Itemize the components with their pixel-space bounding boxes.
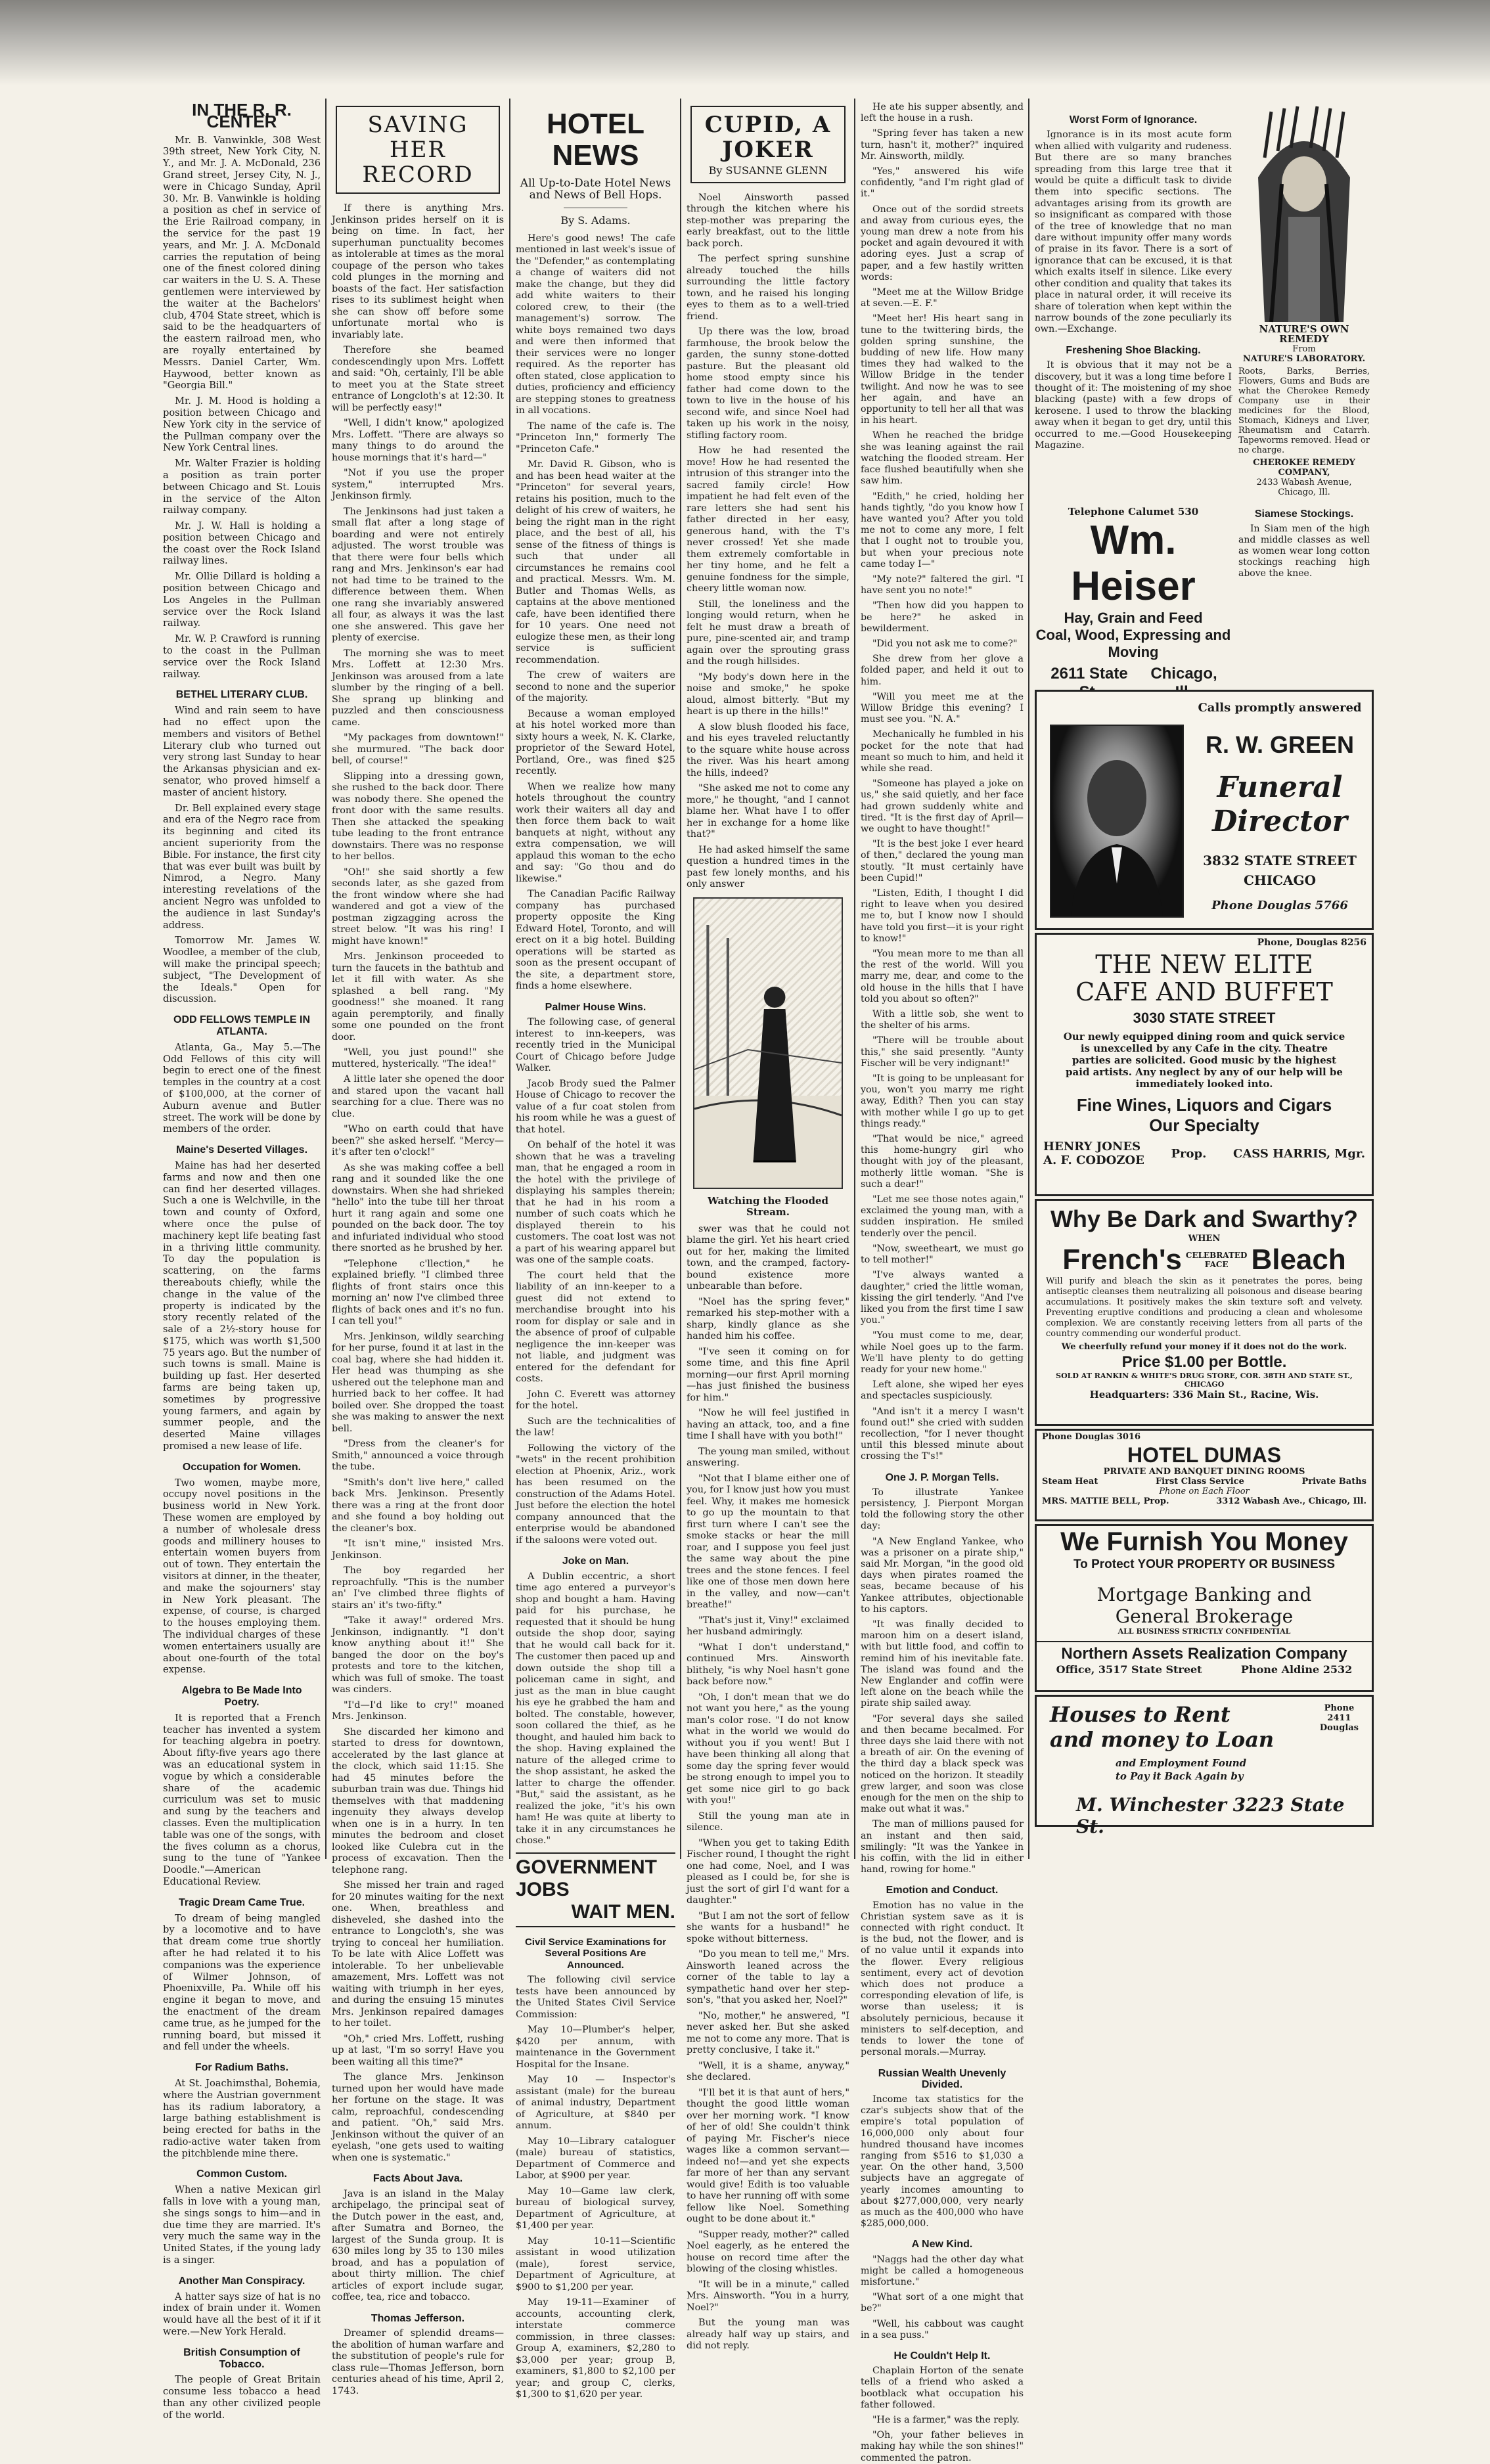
winchester-ad [1035,1695,1374,1837]
paragraph: Atlanta, Ga., May 5.—The Odd Fellows of this city will begin to erect one of the finest temples in the country at a cost of $100,000, at the corner of Auburn avenue and Butler street. The work will be done by members of the order. [163,1041,321,1135]
paragraph: Two women, maybe more, occupy novel positions in the business world in New York. These women are employed by a number of wholesale dress goods and millinery houses to entertain women buyers from out of town. They entertain the visitors at dinner, in the theater, and make the sojourners' stay in New York pleasant. The expense, of course, is charged to the houses employing them. The individual charges of these women entertainers usually are about one-fourth of the total expense. [163,1477,321,1676]
paragraph: Jacob Brody sued the Palmer House of Chicago to recover the value of a fur coat stolen from his room while he was a guest of that hotel. [516,1078,675,1135]
paragraph: May 19-11—Examiner of accounts, accounting clerk, interstate commerce commission, in three classes: Group A, examiners, $2,280 to $3,000 per year; group B, examiners, $1,800 to $2,100 per year; and group C, clerks, $1,300 to $1,620 per year. [516,2297,675,2400]
paragraph: "Well, I didn't know," apologized Mrs. Loffett. "There are always so many things to do around the house mornings that it's hard—" [332,418,504,463]
rw-green-ad [1035,690,1374,930]
elite-prop2: A. F. CODOZOE [1043,1154,1144,1167]
paragraph: With a little sob, she went to the shelter of his arms. [861,1009,1024,1031]
paragraph: "Not that I blame either one of you, for I know just how you must feel. Why, it makes me homesick to go up the mountain to that first turn where I can't see the smoke stacks or hear the mill roar, and I suppose you feel just the same way about the pine trees and the stone fences. I feel like one of those men down here in the valley, and now—can't breathe!" [687,1473,849,1610]
winchester-employment: and Employment Found [1116,1757,1247,1769]
bleach-description: Will purify and bleach the skin as it penetrates the pores, being antiseptic cleanses them neutralizing all poisonous and disease bearing accumulations. It positively makes the skin texture soft and velvety. Preventing eruptive conditions and producing a clean and wholesome complexion. We are constantly receiving letters from all parts of the country commending our wonderful product. [1046,1276,1363,1339]
paragraph: "Do you mean to tell me," Mrs. Ainsworth leaned across the corner of the table to lay a sympathetic hand over her step-son's, "that you asked her, Noel?" [687,1949,849,2005]
subheading-jp-morgan: One J. P. Morgan Tells. [885,1471,999,1483]
cherokee-company: CHEROKEE REMEDY COMPANY, [1253,458,1355,478]
paragraph: It is obvious that it may not be a discovery, but it was a long time before I thought of it: The moistening of my shoe blacking (paste) with a few drops of kerosene. I used to throw the blacking away when it began to get dry, until this occurred to me.—Good Housekeeping Magazine. [1035,360,1232,451]
paragraph: Still the young man ate in silence. [687,1810,849,1833]
bleach-sold-at: SOLD AT RANKIN & WHITE'S DRUG STORE, COR. 38TH AND STATE ST., CHICAGO [1056,1372,1353,1389]
paragraph: The boy regarded her reproachfully. "This is the number an' I've climbed three flights of stairs an' it's two-fifty." [332,1565,504,1611]
paragraph: In Siam men of the high and middle classes as well as women wear long cotton stockings reaching high above the knee. [1238,524,1370,579]
dumas-service: First Class Service [1155,1477,1244,1487]
cherokee-from: From [1292,344,1316,354]
heiser-ad [1035,506,1232,683]
illustration-caption: Watching the Flooded Stream. [707,1194,829,1218]
paragraph: To dream of being mangled by a locomotive and to have that dream come true shortly after he had related it to his companions was the experience of Wilmer Johnson, of Phoenixville, Pa. While off his engine it began to move, and the enactment of the dream came true, as he jumped for the running board, but missed it and fell under the wheels. [163,1912,321,2053]
paragraph: "That's just it, Viny!" exclaimed her husband admiringly. [687,1615,849,1637]
paragraph: Once out of the sordid streets and away from curious eyes, the young man drew a note from his pocket and again devoured it with adoring eyes. Just a scrap of paper, and a few hastily written words: [861,204,1024,282]
paragraph: "I've seen it coming on for some time, and this fine April morning—our first April morning—has just finished the business for him." [687,1346,849,1403]
paragraph: At St. Joachimsthal, Bohemia, where the Austrian government has its radium laboratory, a large bathing establishment is being erected for baths in the radio-active water taken from the pitchblende mine there. [163,2077,321,2159]
headline-hotel-news: HOTEL NEWS [546,108,645,171]
winchester-phone-exchange: Douglas [1319,1723,1359,1733]
nara-brokerage: General Brokerage [1115,1605,1294,1627]
byline: By SUSANNE GLENN [708,164,828,177]
paragraph: Mr. Walter Frazier is holding a position as train porter between Chicago and St. Louis in the service of the Alton railway company. [163,458,321,516]
paragraph: The morning she was to meet Mrs. Loffett at 12:30 Mrs. Jenkinson was aroused from a late slumber by the ringing of a bell. She sprang up blinking and puzzled and then consciousness came. [332,648,504,728]
dumas-name: HOTEL DUMAS [1127,1443,1282,1467]
winchester-pay-back: to Pay it Back Again by [1116,1770,1244,1782]
bleach-headline: Why Be Dark and Swarthy? [1050,1205,1359,1232]
column-rr-center [163,100,321,2421]
column-cupid-continued [861,102,1024,2463]
paragraph: To illustrate Yankee persistency, J. Pierpont Morgan told the following story the other day: [861,1487,1024,1532]
bleach-celebrated: CELEBRATED [1185,1251,1248,1260]
government-jobs-subtitle: Civil Service Examinations for Several Positions Are Announced. [524,1936,667,1971]
paragraph: "Did you not ask me to come?" [872,638,1018,649]
dumas-phone: Phone Douglas 3016 [1042,1432,1141,1442]
paragraph: Tomorrow Mr. James W. Woodlee, a member of the club, will make the principal speech; subject, "The Development of the Ideals." Open for discussion. [163,935,321,1005]
cherokee-address: 2433 Wabash Avenue, [1256,478,1352,487]
elite-title: THE NEW ELITE [1095,950,1313,979]
paragraph: The crew of waiters are second to none and the superior of the majority. [516,670,675,704]
paragraph: "He is a farmer," was the reply. [872,2414,1020,2425]
paragraph: Still, the loneliness and the longing would return, when he felt he must draw a breath of pure, pine-scented air, and tramp again over the sprouting grass and the rough hillsides. [687,598,849,667]
paragraph: "Telephone c'llection," he explained briefly. "I climbed three flights of front stairs once this morning an' now I've climbed three flights of back ones and it's no fun. I can tell you!" [332,1258,504,1326]
paragraph: Dreamer of splendid dreams—the abolition of human warfare and the substitution of people's rule for class rule—Thomas Jefferson, born centuries ahead of his time, April 2, 1743. [332,2328,504,2396]
heiser-line1: Hay, Grain and Feed [1064,610,1203,626]
winchester-name: M. Winchester 3223 State St. [1076,1794,1345,1837]
headline-government-jobs: GOVERNMENT JOBS [516,1856,658,1900]
nara-company: Northern Assets Realization Company [1037,1641,1372,1663]
paragraph: "Not if you use the proper system," interrupted Mrs. Jenkinson firmly. [332,468,504,501]
paragraph: "You must come to me, dear, while Noel goes up to the farm. We'll have plenty to do getting ready for your new home." [861,1330,1024,1375]
cherokee-title: NATURE'S OWN REMEDY [1259,323,1349,345]
paragraph: "I'll bet it is that aunt of hers," thought the good little woman over her morning work. "I know of her of old! She couldn't think of paying Mr. Fischer's niece wages like a common servant—indeed no!—and yet she expects far more of her than any servant would give! Edith is too valuable to have her running off with some fellow like Noel. Something ought to be done about it." [687,2087,849,2224]
dumas-owner: MRS. MATTIE BELL, Prop. [1042,1496,1169,1506]
paragraph: "Then how did you happen to be here?" he asked in bewilderment. [861,600,1024,634]
subheading-thomas-jefferson: Thomas Jefferson. [371,2312,465,2324]
column-saving-her-record [332,102,504,2396]
paragraph: "It is going to be unpleasant for you, won't you marry me right away, Edith? Then you can stay with mother while I go up to get things ready." [861,1073,1024,1129]
paragraph: "A New England Yankee, who was a prisoner on a pirate ship," said Mr. Morgan, "in the good old days when pirates roamed the seas, became because of his Yankee attributes, objectionable to his captors. [861,1536,1024,1615]
paragraph: "Now, sweetheart, we must go to tell mother!" [861,1243,1024,1266]
subheading-algebra-poetry: Algebra to Be Made Into Poetry. [181,1685,302,1708]
dumas-address: 3312 Wabash Ave., Chicago, Ill. [1216,1496,1366,1506]
subheading-tragic-dream: Tragic Dream Came True. [178,1896,305,1908]
paragraph: "I've always wanted a daughter," cried the little woman, kissing the girl tenderly. "And I've liked you from the first time I saw you." [861,1270,1024,1326]
paragraph: John C. Everett was attorney for the hotel. [516,1389,675,1411]
paragraph: Dr. Bell explained every stage and era of the Negro race from its beginning and cited its ancient superiority from the Bible. For instance, the first city that was ever built was built by Nimrod, a Negro. Many interesting revelations of the ancient Negro was unfolded to the audience in last Sunday's address. [163,802,321,931]
green-city: CHICAGO [1243,872,1317,888]
nara-address: Office, 3517 State Street [1056,1663,1202,1676]
subheading-maine-villages: Maine's Deserted Villages. [175,1144,308,1156]
man-portrait-icon [1051,726,1183,916]
paragraph: It is reported that a French teacher has invented a system for teaching algebra in poetry. About fifty-five years ago there was an educational system in vogue by which a considerable share of the academic curriculum was set to music and sung by the teachers and classes. Even the multiplication table was one of the songs, with the fives column as a chorus, sung to the tune of "Yankee Doodle."—American Educational Review. [163,1712,321,1887]
woman-illustration [694,899,842,1188]
paragraph: The Canadian Pacific Railway company has purchased property opposite the King Edward Hotel, Toronto, and will erect on it a big hotel. Building operations will be started as soon as the present occupant of the site, a department store, finds a home elsewhere. [516,889,675,991]
paragraph: He ate his supper absently, and left the house in a rush. [861,102,1024,124]
paragraph: Left alone, she wiped her eyes and spectacles suspiciously. [861,1379,1024,1402]
paragraph: She discarded her kimono and started to dress for downtown, accelerated by the last glance at the clock, which said 11:15. She had 45 minutes before the suburban train was due. Things hid themselves with that maddening ingenuity they always develop when one is in a hurry. In ten minutes the bedroom and closet looked like Culebra cut in the process of excavation. Then the telephone rang. [332,1726,504,1875]
paragraph: Slipping into a dressing gown, she rushed to the back door. There was nobody there. She opened the front door with the same results. Then she attacked the speaking tube leading to the front entrance downstairs. There was no response to her bellos. [332,771,504,862]
subheading-man-conspiracy: Another Man Conspiracy. [178,2275,305,2287]
green-name: R. W. GREEN [1205,731,1355,758]
paragraph: Following the victory of the "wets" in the recent prohibition election at Phoenix, Ariz., work has been resumed on the construction of the Adams Hotel. Just before the election the hotel company announced that the enterprise would be abandoned if the saloons were voted out. [516,1443,675,1546]
bleach-price: Price $1.00 per Bottle. [1121,1353,1287,1371]
paragraph: "Dress from the cleaner's for Smith," announced a voice through the tube. [332,1439,504,1472]
paragraph: "That would be nice," agreed this home-hungry girl who thought with joy of the pleasant, motherly little woman. "She is such a dear!" [861,1134,1024,1190]
headline-box [336,106,500,194]
paragraph: "Meet me at the Willow Bridge at seven.—E. F." [861,287,1024,309]
paragraph: "Oh, your father believes in making hay while the son shines!" commented the patron. [861,2430,1024,2463]
subheading-emotion-conduct: Emotion and Conduct. [886,1885,999,1896]
subheading-new-kind: A New Kind. [911,2239,973,2251]
paragraph: How he had resented the move! How he had resented the intrusion of this stranger into the sacred family circle! How impatient he had felt even of the rare letters she had sent his father directed in her easy, generous hand, with the T's never crossed! Yet she made them extremely comfortable in her tiny home, and he felt a genuine fondness for the simple, cheery little woman now. [687,445,849,594]
paragraph: "My note?" faltered the girl. "I have sent you no note!" [861,573,1024,596]
bleach-face: FACE [1204,1260,1229,1269]
green-director: Director [1212,805,1347,838]
elite-specialty: Our Specialty [1149,1115,1259,1135]
paragraph: Here's good news! The cafe mentioned in last week's issue of the "Defender," as contemplating a change of waiters did not make the change, but they did add white waiters to their colored crew, to their (the management's) sorrow. The white boys remained two days and were then informed that their services were no longer required. As the reporter has often stated, close application to duties, proficiency and efficiency are stepping stones to greatness in all vocations. [516,233,675,416]
heiser-phone: Telephone Calumet 530 [1068,506,1199,518]
paragraph: But the young man was already half way up stairs, and did not reply. [687,2318,849,2351]
headline-cupid-a-joker: CUPID, A JOKER [704,112,832,163]
paragraph: The glance Mrs. Jenkinson turned upon her would have made her fortune on the stage. It was calm, reproachful, condescending and patient. "Oh," said Mrs. Jenkinson without the quiver of an eyelash, "one gets used to waiting when one is systematic." [332,2072,504,2163]
paragraph: She drew from her glove a folded paper, and held it out to him. [861,654,1024,687]
column-siamese-stockings [1238,499,1370,598]
paragraph: "When you get to taking Edith Fischer round, I thought the right one had come, Noel, and I was pleased as I could be, for she is just the sort of girl I'd want for a daughter." [687,1837,849,1906]
paragraph: Up there was the low, broad farmhouse, the brook below the garden, the sunny stone-dotted pasture. But the pleasant old home stood empty since his father had come down to the town to live in the house of his second wife, and since Noel had taken up his work in the noisy, stifling factory room. [687,326,849,441]
nara-mortgage: Mortgage Banking and [1096,1584,1312,1605]
paragraph: "Oh," cried Mrs. Loffett, rushing up at last, "I'm so sorry! Have you been waiting all this time?" [332,2033,504,2067]
paragraph: "Noel has the spring fever," remarked his step-mother with a sharp, kindly glance as she handed him his coffee. [687,1296,849,1341]
elite-wines: Fine Wines, Liquors and Cigars [1076,1095,1332,1115]
paragraph: The name of the cafe is. The "Princeton Inn," formerly The "Princeton Cafe." [516,420,675,455]
new-elite-ad [1035,933,1374,1196]
paragraph: "Spring fever has taken a new turn, hasn't it, mother?" inquired Mr. Ainsworth, mildly. [861,128,1024,162]
paragraph: "What sort of a one might that be?" [861,2292,1024,2314]
heiser-line2: Coal, Wood, Expressing and Moving [1035,627,1231,660]
column-rule [854,99,855,1859]
subheading-bethel-literary-club: BETHEL LITERARY CLUB. [175,689,308,701]
column-rule [680,99,681,1859]
paragraph: "But I am not the sort of fellow she wants for a husband!" he spoke without bitterness. [687,1910,849,1944]
paragraph: The Jenkinsons had just taken a small flat after a long stage of boarding and were not entirely adjusted. The worst trouble was that there were four bells which rang and Mrs. Jenkinson's ear had not had time to be trained to the difference between them. When one rang she invariably answered all four, as always it was the last one she answered. This gave her plenty of exercise. [332,506,504,643]
dumas-phone-floor: Phone on Each Floor [1159,1487,1250,1496]
paragraph: "Oh!" she said shortly a few seconds later, as she gazed from the front window where she had wandered and got a view of the postman zigzagging across the street below. "It was his ring! I might have known!" [332,866,504,947]
green-calls: Calls promptly answered [1198,701,1362,715]
paragraph: A slow blush flooded his face, and his eyes traveled reluctantly to the square white house across the river. Was his heart among the hills, indeed? [687,721,849,778]
paragraph: When he reached the bridge she was leaning against the rail watching the flooded stream. Her face flushed beautifully when she saw him. [861,430,1024,487]
paragraph: "Supper ready, mother?" called Noel eagerly, as he entered the house on record time after the blowing of the closing whistles. [687,2229,849,2274]
cherokee-remedy-ad [1238,105,1370,497]
paragraph: The people of Great Britain consume less tobacco a head than any other civilized people of the world. [163,2374,321,2421]
elite-description: Our newly equipped dining room and quick service is unexcelled by any Cafe in the city. Theatre parties are solicited. Good music by the highest paid artists. Any neglect by any of our help will be immediately looked into. [1063,1031,1345,1090]
paragraph: Such are the technicalities of the law! [516,1416,675,1438]
elite-phone: Phone, Douglas 8256 [1257,937,1366,948]
paragraph: "It isn't mine," insisted Mrs. Jenkinson. [332,1538,504,1561]
paragraph: "Take it away!" ordered Mrs. Jenkinson, indignantly. "I don't know anything about it!" She banged the door on the boy's protests and tore to the kitchen, which was full of smoke. The toast was cinders. [332,1615,504,1695]
green-funeral: Funeral [1217,771,1343,804]
paragraph: "Naggs had the other day what might be called a homogeneous misfortune." [861,2254,1024,2287]
paragraph: "Smith's don't live here," called back Mrs. Jenkinson. Presently there was a ring at the front door and she found a boy holding out the cleaner's box. [332,1477,504,1534]
subheading-worst-ignorance: Worst Form of Ignorance. [1069,114,1198,125]
paragraph: Mr. J. W. Hall is holding a position between Chicago and the coast over the Rock Island railway lines. [163,520,321,567]
nara-confidential: ALL BUSINESS STRICTLY CONFIDENTIAL [1118,1627,1291,1636]
paragraph: "And isn't it a mercy I wasn't found out!" she cried with sudden recollection, "for I never thought until this blessed minute about crossing the T's!" [861,1406,1024,1462]
nara-subheadline: To Protect YOUR PROPERTY OR BUSINESS [1073,1557,1336,1571]
paragraph: "Let me see those notes again," exclaimed the young man, with a sudden inspiration. He smiled tenderly over the pencil. [861,1194,1024,1239]
headline-saving-her-record: SAVING HER RECORD [362,112,474,188]
bleach-word: Bleach [1251,1243,1346,1276]
paragraph: May 10—Library cataloguer (male) bureau of statistics, Department of Commerce and Labor, at $900 per year. [516,2136,675,2181]
paragraph: Mr. David R. Gibson, who is and has been head waiter at the "Princeton" for several years, retains his position, much to the delight of his crew of waiters, he being the right man in the right place, and the best of all, his sense of the fitness of things is such that under all circumstances he remains cool and practical. Messrs. Wm. M. Butler and Thomas Wells, as captains at the above mentioned cafe, have been identified there for 10 years. One need not eulogize these men, as their long service is sufficient recommendation. [516,459,675,665]
paragraph: "Meet her! His heart sang in tune to the twittering birds, the golden spring sunshine, the budding of new life. How many times they had walked to the Willow Bridge in the tender twilight. And now he was to see her again, and have an opportunity to tell her all that was in his heart. [861,313,1024,426]
paragraph: "For several days she sailed and then became becalmed. For three days she laid there with not a breath of air. On the evening of the third day a black speck was noticed on the horizon. It steadily grew larger, and soon was close enough for the men on the ship to make out what it was." [861,1713,1024,1815]
paragraph: "There will be trouble about this," she said presently. "Aunty Fischer will be very indignant!" [861,1035,1024,1069]
subheading-occupation-women: Occupation for Women. [182,1461,302,1473]
column-worst-ignorance [1035,105,1232,499]
government-jobs-headline-box [516,1852,675,1927]
headline-rr-center: IN THE R. R. CENTER [192,100,292,131]
paragraph: "Listen, Edith, I thought I did right to leave when you desired me to, but I know now I should have told you first—it is your right to know!" [861,888,1024,944]
elite-prop-label: Prop. [1171,1146,1207,1161]
paragraph: "My packages from downtown!" she murmured. "The back door bell, of course!" [332,732,504,766]
paragraph: Emotion has no value in the Christian system save as it is connected with right conduct. It is the bud, not the flower, and is of no value until it expands into the flower. Every religious sentiment, every act of devotion which does not produce a corresponding elevation of life, is worse than useless; it is absolutely pernicious, because it ministers to self-deception, and tends to lower the tone of personal morals.—Murray. [861,1900,1024,2058]
portrait-photo [1050,725,1184,918]
paragraph: If there is anything Mrs. Jenkinson prides herself on it is being on time. In fact, her superhuman punctuality becomes as intolerable at times as the moral coupage of the person who takes cold plunges in the morning and boasts of the fact. Her satisfaction rises to its sublimest height when she can show off before some unfortunate mortal who is invariably late. [332,203,504,340]
paragraph: "Oh, I don't mean that we do not want you here," as the young man's color rose. "I do not know what in the world we would do without you if you went! But I have been thinking all along that some day the spring fever would be strong enough to impel you to get some nice girl to go back with you!" [687,1691,849,1806]
paragraph: "It is the best joke I ever heard of then," declared the young man stoutly. "It must certainly have been Cupid!" [861,839,1024,884]
frenchs-bleach-ad [1035,1199,1374,1426]
paragraph: "Someone has played a joke on us," she said quietly, and her face had grown suddenly white and tired. "It is the first day of April—we ought to have thought!" [861,778,1024,834]
subheading-british-tobacco: British Consumption of Tobacco. [183,2346,300,2370]
hotel-news-subtitle: All Up-to-Date Hotel News and News of Bell Hops. [520,177,671,202]
bleach-refund: We cheerfully refund your money if it does not do the work. [1061,1342,1347,1352]
paragraph: Mr. J. M. Hood is holding a position between Chicago and New York city in the service of the Pullman company over the New York Central lines. [163,395,321,454]
bleach-when: WHEN [1188,1234,1221,1243]
paragraph: "My body's down here in the noise and smoke," he spoke aloud, almost bitterly. "But my heart is up there in the hills!" [687,671,849,717]
dumas-baths: Private Baths [1301,1477,1366,1487]
heiser-city: Chicago, [1150,665,1217,683]
paragraph: May 10—Game law clerk, bureau of biological survey, Department of Agriculture, at $1,400 per year. [516,2185,675,2231]
paragraph: The court held that the liability of an inn-keeper to a guest did not extend to merchandise brought into his room for display or sale and in the absence of proof of culpable negligence the inn-keeper was not liable, and judgment was entered for the defendant for costs. [516,1270,675,1384]
subheading-palmer-house: Palmer House Wins. [545,1001,646,1013]
winchester-money: and money to Loan [1050,1727,1275,1752]
headline-box [690,106,846,183]
paragraph: "Will you meet me at the Willow Bridge this evening? I must see you. "N. A." [861,691,1024,725]
cherokee-city: Chicago, Ill. [1278,487,1330,497]
paragraph: Mrs. Jenkinson, wildly searching for her purse, found it at last in the coal bag, where she had hidden it. Her head was thumping as she ushered out the telephone man and hurried back to her coffee. It had boiled over. She dropped the toast she was making to answer the next bell. [332,1331,504,1434]
hotel-dumas-ad [1035,1429,1374,1521]
elite-address: 3030 STATE STREET [1133,1010,1276,1026]
paragraph: A Dublin eccentric, a short time ago entered a purveyor's shop and bought a ham. Having paid for his purchase, he requested that it should be hung outside the shop door, saying that he would call back for it. The customer then paced up and down outside the shop till a policeman came in sight, and just as the man in blue caught his eye he grabbed the ham and bolted. The constable, however, soon collared the thief, as he thought, and hauled him back to the shop. Having explained the nature of the alleged crime to the shop assistant, he asked the latter to charge the offender. "But," said the assistant, as he realized the joke, "it's his own ham! He was quite at liberty to take it in any circumstances he chose." [516,1571,675,1846]
subheading-joke-on-man: Joke on Man. [562,1556,629,1567]
elite-prop1: HENRY JONES [1043,1140,1141,1154]
paragraph: As she was making coffee a bell rang and it sounded like the one downstairs. When she had shrieked "hello" into the tube till her throat hurt it rang again and some one pounded on the back door. The toy and infuriated individual who stood there snorted as he brushed by her. [332,1162,504,1253]
paragraph: May 10—Plumber's helper, $420 per annum, with maintenance in the Government Hospital for the Insane. [516,2025,675,2070]
winchester-phone-label: Phone [1324,1703,1355,1713]
cherokee-description: Roots, Barks, Berries, Flowers, Gums and Buds are what the Cherokee Remedy Company use in their medicines for the Blood, Stomach, Kidneys and Liver, Rheumatism and Catarrh. Tapeworms removed. Head or no charge. [1238,367,1370,455]
paragraph: swer was that he could not blame the girl. Yet his heart cried out for her, making the limited town, and the cramped, factory-bound existence more unbearable than before. [687,1223,849,1291]
paragraph: The following civil service tests have been announced by the United States Civil Service Commission: [516,1975,675,2020]
paragraph: "Well, you just pound!" she muttered, hysterically. "The idea!" [332,1047,504,1069]
paragraph: Noel Ainsworth passed through the kitchen where his step-mother was preparing the early breakfast, out to the little back porch. [687,192,849,249]
nara-headline: We Furnish You Money [1060,1527,1348,1556]
subheading-odd-fellows: ODD FELLOWS TEMPLE IN ATLANTA. [173,1014,310,1037]
paragraph: "No, mother," he answered, "I never asked her. But she asked me not to come any more. That is pretty conclusive, I take it." [687,2010,849,2055]
column-rule [1028,99,1029,1859]
paragraph: Mr. W. P. Crawford is running to the coast in the Pullman service over the Rock Island railway. [163,633,321,680]
subheading-siamese-stockings: Siamese Stockings. [1254,508,1354,520]
subheading-common-custom: Common Custom. [196,2168,287,2180]
paragraph: May 10 — Inspector's assistant (male) for the bureau of animal industry, Department of Agriculture, at $840 per annum. [516,2074,675,2131]
paragraph: Maine has had her deserted farms and now and then one can find her deserted villages. Such a one is Welchville, in the town and county of Oxford, where once the pulse of machinery kept life beating fast in a thriving little community. To day the population is scattering, on the farms thereabouts chiefly, while the change in the value of the property is indicated by the story recently related of the sale of a 2½-story house for $175, which was worth $1,500 75 years ago. But the number of such towns is small. Maine is building up fast. Her deserted farms are being taken up, sometimes by progressive young farmers, and again by summer people, and the deserted Maine villages promised a new lease of life. [163,1159,321,1452]
subheading-couldnt-help-it: He Couldn't Help It. [893,2350,991,2362]
column-rule [325,99,327,1859]
paragraph: "Yes," answered his wife confidently, "and I'm right glad of it." [861,166,1024,200]
paragraph: She missed her train and raged for 20 minutes waiting for the next one. When, breathless and disheveled, she dashed into the entrance to Longcloth's, she was trying to conceal her humiliation. To be late with Alice Loffett was intolerable. To her unbelievable amazement, Mrs. Loffett was not waiting with triumph in her eyes, and during the ensuing 15 minutes Mrs. Jenkinson repaired damages to her toilet. [332,1880,504,2028]
subheading-facts-java: Facts About Java. [372,2173,463,2184]
paragraph: The following case, of general interest to inn-keepers, was recently tried in the Municipal Court of Chicago before Judge Walker. [516,1017,675,1073]
paragraph: A hatter says size of hat is no index of brain under it. Women would have all the best of it if it were.—New York Herald. [163,2291,321,2338]
paragraph: "It will be in a minute," called Mrs. Ainsworth. "You in a hurry, Noel?" [687,2279,849,2313]
subheading-radium-baths: For Radium Baths. [194,2062,289,2074]
bleach-headquarters: Headquarters: 336 Main St., Racine, Wis. [1089,1389,1319,1400]
paragraph: "Now he will feel justified in having an attack, too, and a fine time I shall have with you both!" [687,1408,849,1441]
paragraph: Mrs. Jenkinson proceeded to turn the faucets in the bathtub and let it fill with water. As she splashed a bell rang. "My goodness!" she moaned. It rang again peremptorily, and finally some one pounded on the front door. [332,951,504,1042]
paragraph: "She asked me not to come any more," he thought, "and I cannot blame her. What have I to offer her in exchange for a home like that?" [687,783,849,840]
paragraph: Mr. B. Vanwinkle, 308 West 39th street, New York City, N. Y., and Mr. J. A. McDonald, 236 Grand street, Jersey City, N. J., were in Chicago Sunday, April 30. Mr. B. Vanwinkle is holding a position as chef in service of the Erie Railroad company, in the service for the past 19 years, and Mr. J. A. McDonald carries the reputation of being one of the finest colored dining car waiters in the U. S. A. These gentlemen were interviewed by the waiter at the Bachelors' club, 4704 State street, which is said to be the headquarters of the eastern railroad men, who are royally entertained by Messrs. Daniel Carter, Wm. Haywood, better known as "Georgia Bill." [163,134,321,392]
paragraph: "It was finally decided to maroon him on a desert island, with but little food, and coffin to remind him of his inevitable fate. The island was found and the New Englander and coffin were left alone on the beach while the pirate ship sailed away. [861,1619,1024,1709]
paragraph: Because a woman employed at his hotel worked more than sixty hours a week, N. K. Clarke, proprietor of the Seward Hotel, Portland, Ore., was fined $25 recently. [516,708,675,776]
paragraph: He had asked himself the same question a hundred times in the past few lonely months, and his only answer [687,844,849,889]
elite-manager: CASS HARRIS, Mgr. [1233,1146,1365,1161]
paragraph: "Edith," he cried, holding her hands tightly, "do you know how I have wanted you? After you told me not to come any more, I felt that I ought not to trouble you, but when your precious note came today I—" [861,491,1024,570]
elite-subtitle: CAFE AND BUFFET [1075,977,1333,1006]
paragraph: Ignorance is in its most acute form when allied with vulgarity and rudeness. But there are so many branches spreading from this large tree that it would be quite a difficult task to divide them into specific sections. The advantages arising from its growth are so insignificant as compared with those of the tree of knowledge that no man dare without impunity offer many words of praise in its favor. There is a sort of ignorance that can be excused, it is that which exalts itself in silence. Like every other condition and quality that takes its place in natural order, it will receive its share of toleration when kept within the narrow bounds of the zone peculiarly its own.—Exchange. [1035,129,1232,335]
paragraph: The perfect spring sunshine already touched the hills surrounding the little factory town, and he raised his longing eyes to them as to a well-tried friend. [687,254,849,322]
cherokee-lab: NATURE'S LABORATORY. [1242,354,1366,364]
paragraph: The young man smiled, without answering. [687,1446,849,1468]
column-rule [509,99,510,1859]
paragraph: "What I don't understand," continued Mrs. Ainsworth blithely, "is why Noel hasn't gone back before now." [687,1642,849,1687]
northern-assets-ad [1035,1524,1374,1692]
green-phone: Phone Douglas 5766 [1211,899,1348,912]
paragraph: "I'd—I'd like to cry!" moaned Mrs. Jenkinson. [332,1699,504,1722]
paragraph: Mr. Ollie Dillard is holding a position between Chicago and Los Angeles in the Pullman service over the Rock Island railway. [163,571,321,629]
paragraph: Java is an island in the Malay archipelago, the principal seat of the Dutch power in the east, and, after Sumatra and Borneo, the largest of the Sunda group. It is 630 miles long by 35 to 130 miles broad, and has a population of about thirty million. The chief articles of export include sugar, coffee, tea, rice and tobacco. [332,2188,504,2302]
paragraph: "Well, his cabbout was caught in a sea puss." [861,2318,1024,2341]
subheading-shoe-blacking: Freshening Shoe Blacking. [1066,344,1201,356]
headline-wait-men: WAIT MEN. [571,1900,675,1923]
dumas-dining: PRIVATE AND BANQUET DINING ROOMS [1103,1467,1305,1477]
paragraph: Mechanically he fumbled in his pocket for the note that had meant so much to him, and held it while she read. [861,729,1024,774]
winchester-phone-number: 2411 [1327,1713,1351,1723]
paragraph: "You mean more to me than all the rest of the world. Will you marry me, dear, and come to the old house in the hills that I have told you about so often?" [861,949,1024,1004]
nara-phone: Phone Aldine 2532 [1240,1663,1353,1676]
paragraph: When we realize how many hotels throughout the country work their waiters all day and then force them back to wait banquets at night, without any extra compensation, we will applaud this woman to the echo and say: "Go thou and do likewise." [516,781,675,884]
paragraph: Income tax statistics for the czar's subjects show that of the empire's total population of 16,000,000 only about four hundred thousand have incomes ranging from $516 to $1,030 a year. On the other hand, 3,500 subjects have an aggregate of yearly incomes amounting to about $277,000,000, very nearly as much as the 400,000 who have $285,000,000. [861,2094,1024,2229]
paragraph: A little later she opened the door and stared upon the vacant hall searching for a clue. There was no clue. [332,1074,504,1119]
column-hotel-news [516,102,675,2400]
column-cupid-a-joker [687,102,849,2351]
bleach-brand: French's [1062,1243,1182,1276]
heiser-name: Wm. Heiser [1071,518,1196,609]
paragraph: When a native Mexican girl falls in love with a young man, she sings songs to him—and in due time they are married. It's very much the same way in the United States, if the young lady is a singer. [163,2184,321,2266]
subheading-russian-wealth: Russian Wealth Unevenly Divided. [878,2067,1006,2090]
green-address: 3832 STATE STREET [1203,853,1357,868]
paragraph: Chaplain Horton of the senate tells of a friend who asked a bootblack what occupation his father followed. [861,2365,1024,2410]
native-chief-portrait-icon [1245,105,1363,322]
paragraph: The man of millions paused for an instant and then said, smilingly: "It was the Yankee in his coffin, with the lid in either hand, rowing for home." [861,1819,1024,1875]
paragraph: Wind and rain seem to have had no effect upon the members and visitors of Bethel Literary club who turned out very strong last Sunday to hear the Arkansas physician and ex-senator, who proved himself a master of ancient history. [163,705,321,798]
paragraph: May 10-11—Scientific assistant in wood utilization (male), forest service, Department of Agriculture, at $900 to $1,200 per year. [516,2235,675,2293]
dumas-steam: Steam Heat [1042,1477,1098,1487]
winchester-houses: Houses to Rent [1050,1702,1230,1727]
paragraph: Therefore she beamed condescendingly upon Mrs. Loffett and said: "Oh, certainly, I'll be able to meet you at the State street entrance of Longcloth's at 12:30. It will be perfectly easy!" [332,345,504,413]
paragraph: "Well, it is a shame, anyway," she declared. [687,2060,849,2082]
paragraph: On behalf of the hotel it was shown that he was a traveling man, that he engaged a room in the hotel with the privilege of displaying his samples therein; that he had in his room a number of such coats which he displayed therein to his customers. The coat lost was not a part of his wearing apparel but was one of the sample coats. [516,1140,675,1265]
illustration-woman-at-bridge [693,897,843,1189]
byline: By S. Adams. [560,214,631,227]
heiser-address: 2611 State [1050,665,1128,683]
torn-page-edge [0,0,1490,85]
paragraph: "Who on earth could that have been?" she asked herself. "Mercy—it's after ten o'clock!" [332,1124,504,1157]
